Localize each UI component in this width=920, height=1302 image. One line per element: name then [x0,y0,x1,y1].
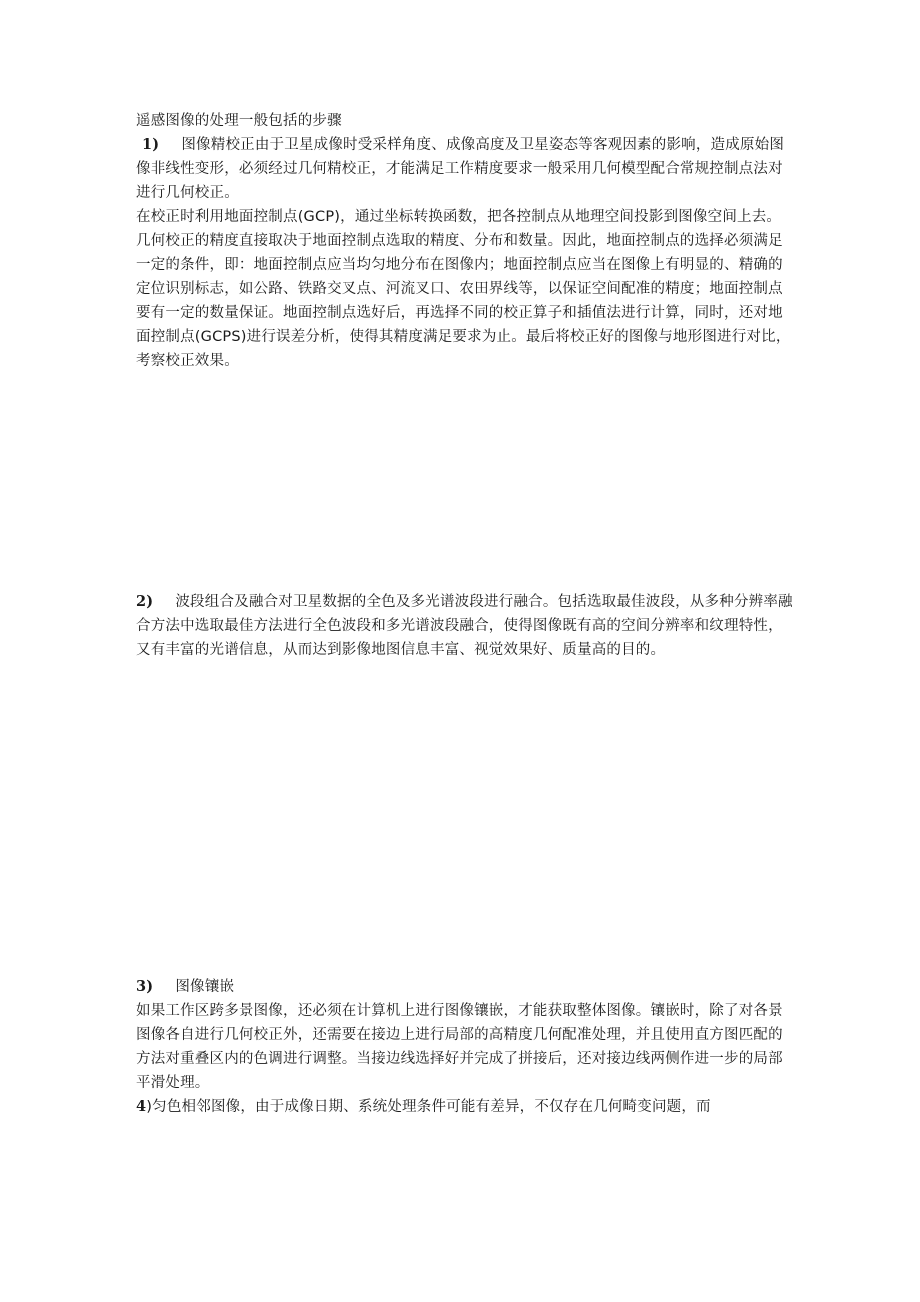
section-4-number: 4 [136,1098,147,1115]
section-4-paragraph [136,1095,794,1119]
document-title: 遥感图像的处理一般包括的步骤 [136,113,342,129]
section-2-paragraph [136,590,794,662]
section-1-number: 1) [142,136,160,153]
section-3-heading-text: 图像镶嵌 [175,979,235,995]
section-3-number: 3) [136,978,154,995]
section-4-text: )匀色相邻图像，由于成像日期、系统处理条件可能有差异，不仅存在几何畸变问题，而 [146,1099,711,1115]
section-1-body: 在校正时利用地面控制点(GCP)，通过坐标转换函数，把各控制点从地理空间投影到图像空间上去。几何校正的精度直接取决于地面控制点选取的精度、分布和数量。因此，地面控制点的选择必须满足一定的条件，即：地面控制点应当均匀地分布在图像内；地面控制点应当在图像上有明显的、精确的定位识别标志，如公路、铁路交叉点、河流叉口、农田界线等，以保证空间配准的精度；地面控制点要有一定的数量保证。地面控制点选好后，再选择不同的校正算子和插值法进行计算，同时，还对地面控制点(GCPS)进行误差分析，使得其精度满足要求为止。最后将校正好的图像与地形图进行对比，考察校正效果。 [136,209,791,369]
section-3-heading [136,975,794,999]
section-2-text: 波段组合及融合对卫星数据的全色及多光谱波段进行融合。包括选取最佳波段，从多种分辨率融合方法中选取最佳方法进行全色波段和多光谱波段融合，使得图像既有高的空间分辨率和纹理特性，又有丰富的光谱信息，从而达到影像地图信息丰富、视觉效果好、质量高的目的。 [136,594,793,658]
section-2-number: 2) [136,593,154,610]
section-1 [136,109,794,373]
section-1-heading-paragraph [136,133,794,205]
section-3 [136,975,794,1119]
section-1-heading-text: 图像精校正由于卫星成像时受采样角度、成像高度及卫星姿态等客观因素的影响，造成原始图像非线性变形，必须经过几何精校正，才能满足工作精度要求一般采用几何模型配合常规控制点法对进行几何校正。 [136,137,785,201]
section-2 [136,590,794,662]
section-3-body: 如果工作区跨多景图像，还必须在计算机上进行图像镶嵌，才能获取整体图像。镶嵌时，除了对各景图像各自进行几何校正外，还需要在接边上进行局部的高精度几何配准处理，并且使用直方图匹配的方法对重叠区内的色调进行调整。当接边线选择好并完成了拼接后，还对接边线两侧作进一步的局部平滑处理。 [136,1003,783,1091]
